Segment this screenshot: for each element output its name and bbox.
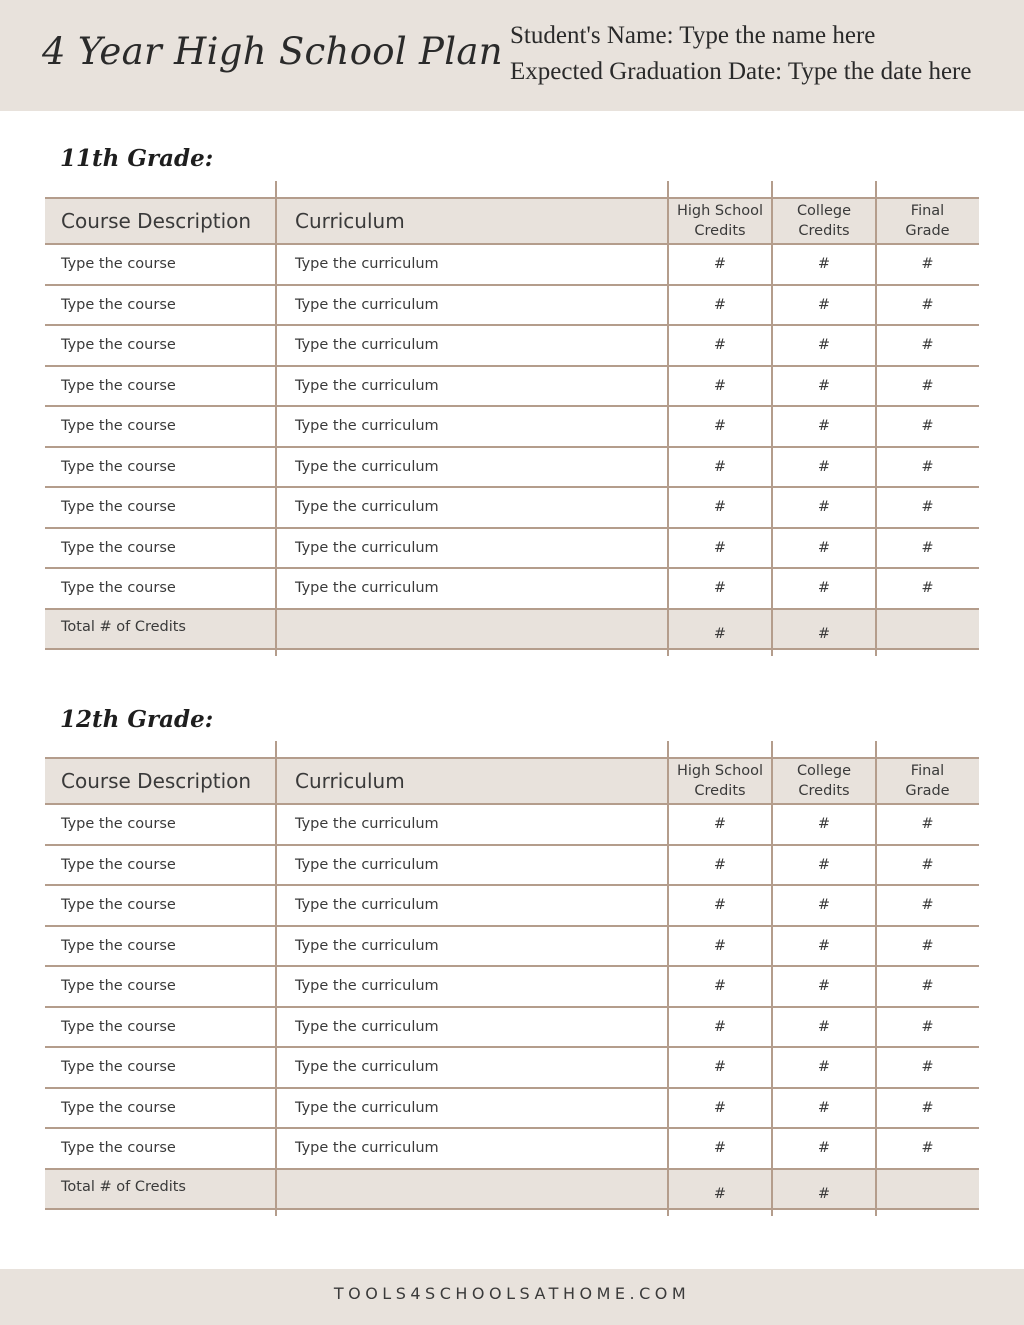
final-grade-cell[interactable]: #: [921, 1018, 934, 1035]
final-grade-cell[interactable]: #: [921, 337, 934, 354]
curriculum-cell[interactable]: Type the curriculum: [295, 937, 439, 954]
final-grade-cell[interactable]: #: [921, 418, 934, 435]
course-cell[interactable]: Type the course: [61, 1018, 176, 1035]
column-divider: [875, 741, 877, 1216]
final-grade-cell[interactable]: #: [921, 937, 934, 954]
final-grade-cell[interactable]: #: [921, 499, 934, 516]
table-header-row: [45, 197, 979, 245]
column-header-hs-credits-line2: Credits: [694, 783, 746, 799]
college-credits-cell[interactable]: #: [817, 1018, 831, 1035]
column-header-course: Course Description: [61, 209, 252, 233]
table-row: [45, 569, 979, 610]
college-credits-cell[interactable]: #: [817, 856, 831, 873]
section-title: 12th Grade:: [60, 706, 214, 733]
hs-credits-cell[interactable]: #: [713, 1099, 727, 1116]
course-cell[interactable]: Type the course: [61, 256, 176, 273]
table-row: [45, 448, 979, 489]
curriculum-cell[interactable]: Type the curriculum: [295, 418, 439, 435]
table-row: [45, 245, 979, 286]
curriculum-cell[interactable]: Type the curriculum: [295, 256, 439, 273]
course-cell[interactable]: Type the course: [61, 816, 176, 833]
column-header-college-credits: [772, 199, 876, 243]
curriculum-cell[interactable]: Type the curriculum: [295, 1099, 439, 1116]
hs-credits-cell[interactable]: #: [713, 377, 727, 394]
final-grade-cell[interactable]: #: [921, 856, 934, 873]
hs-credits-cell[interactable]: #: [713, 580, 727, 597]
table-row: [45, 927, 979, 968]
course-cell[interactable]: Type the course: [61, 1099, 176, 1116]
college-credits-cell[interactable]: #: [817, 539, 831, 556]
table-row: [45, 529, 979, 570]
total-credits-row: [45, 1170, 979, 1211]
course-cell[interactable]: Type the course: [61, 978, 176, 995]
column-header-final-grade-line2: Grade: [905, 223, 950, 239]
total-credits-row: [45, 610, 979, 651]
column-header-college-credits-line2: Credits: [798, 783, 850, 799]
college-credits-cell[interactable]: #: [817, 1059, 831, 1076]
total-hs-credits-cell[interactable]: #: [713, 626, 727, 642]
college-credits-cell[interactable]: #: [817, 418, 831, 435]
course-cell[interactable]: Type the course: [61, 377, 176, 394]
hs-credits-cell[interactable]: #: [713, 897, 727, 914]
table-row: [45, 1129, 979, 1170]
column-header-hs-credits: [668, 759, 772, 803]
course-cell[interactable]: Type the course: [61, 499, 176, 516]
column-divider: [771, 181, 773, 656]
column-header-college-credits-line1: College: [796, 763, 852, 779]
hs-credits-cell[interactable]: #: [713, 256, 727, 273]
course-cell[interactable]: Type the course: [61, 1059, 176, 1076]
curriculum-cell[interactable]: Type the curriculum: [295, 337, 439, 354]
total-hs-credits-cell[interactable]: #: [713, 1186, 727, 1202]
table-row: [45, 805, 979, 846]
curriculum-cell[interactable]: Type the curriculum: [295, 978, 439, 995]
final-grade-cell[interactable]: #: [921, 580, 934, 597]
hs-credits-cell[interactable]: #: [713, 418, 727, 435]
college-credits-cell[interactable]: #: [817, 256, 831, 273]
table-row: [45, 1048, 979, 1089]
section-title: 11th Grade:: [60, 145, 214, 172]
hs-credits-cell[interactable]: #: [713, 1059, 727, 1076]
hs-credits-cell[interactable]: #: [713, 499, 727, 516]
column-header-final-grade-line2: Grade: [905, 783, 950, 799]
course-cell[interactable]: Type the course: [61, 337, 176, 354]
course-cell[interactable]: Type the course: [61, 458, 176, 475]
column-divider: [875, 181, 877, 656]
hs-credits-cell[interactable]: #: [713, 337, 727, 354]
table-row: [45, 886, 979, 927]
hs-credits-cell[interactable]: #: [713, 1018, 727, 1035]
column-header-final-grade: [876, 759, 979, 803]
course-table: [45, 181, 979, 656]
final-grade-cell[interactable]: #: [921, 539, 934, 556]
hs-credits-cell[interactable]: #: [713, 937, 727, 954]
curriculum-cell[interactable]: Type the curriculum: [295, 539, 439, 556]
curriculum-cell[interactable]: Type the curriculum: [295, 580, 439, 597]
course-cell[interactable]: Type the course: [61, 418, 176, 435]
college-credits-cell[interactable]: #: [817, 1140, 831, 1157]
table-row: [45, 326, 979, 367]
total-college-credits-cell[interactable]: #: [817, 626, 831, 642]
course-table: [45, 741, 979, 1216]
table-row: [45, 367, 979, 408]
college-credits-cell[interactable]: #: [817, 458, 831, 475]
hs-credits-cell[interactable]: #: [713, 539, 727, 556]
curriculum-cell[interactable]: Type the curriculum: [295, 1140, 439, 1157]
table-row: [45, 407, 979, 448]
table-row: [45, 286, 979, 327]
college-credits-cell[interactable]: #: [817, 499, 831, 516]
column-divider: [275, 181, 277, 656]
column-divider: [275, 741, 277, 1216]
curriculum-cell[interactable]: Type the curriculum: [295, 1018, 439, 1035]
footer-website: TOOLS4SCHOOLSATHOME.COM: [333, 1284, 691, 1303]
final-grade-cell[interactable]: #: [921, 1059, 934, 1076]
course-cell[interactable]: Type the course: [61, 539, 176, 556]
hs-credits-cell[interactable]: #: [713, 856, 727, 873]
college-credits-cell[interactable]: #: [817, 897, 831, 914]
final-grade-cell[interactable]: #: [921, 1099, 934, 1116]
course-cell[interactable]: Type the course: [61, 1140, 176, 1157]
curriculum-cell[interactable]: Type the curriculum: [295, 856, 439, 873]
final-grade-cell[interactable]: #: [921, 1140, 934, 1157]
column-header-curriculum: Curriculum: [295, 769, 405, 793]
course-cell[interactable]: Type the course: [61, 856, 176, 873]
column-header-college-credits-line1: College: [796, 203, 852, 219]
column-header-hs-credits-line1: High School: [676, 203, 764, 219]
hs-credits-cell[interactable]: #: [713, 296, 727, 313]
hs-credits-cell[interactable]: #: [713, 458, 727, 475]
document-title: 4 Year High School Plan: [42, 30, 503, 73]
curriculum-cell[interactable]: Type the curriculum: [295, 296, 439, 313]
total-credits-label: Total # of Credits: [61, 1178, 186, 1195]
column-header-college-credits-line2: Credits: [798, 223, 850, 239]
curriculum-cell[interactable]: Type the curriculum: [295, 458, 439, 475]
student-name-field[interactable]: Student's Name: Type the name here: [510, 22, 876, 49]
total-college-credits-cell[interactable]: #: [817, 1186, 831, 1202]
college-credits-cell[interactable]: #: [817, 937, 831, 954]
column-header-hs-credits-line2: Credits: [694, 223, 746, 239]
college-credits-cell[interactable]: #: [817, 377, 831, 394]
column-header-curriculum: Curriculum: [295, 209, 405, 233]
table-header-row: [45, 757, 979, 805]
table-row: [45, 1008, 979, 1049]
column-header-hs-credits: [668, 199, 772, 243]
column-header-final-grade-line1: Final: [910, 763, 945, 779]
graduation-date-field[interactable]: Expected Graduation Date: Type the date here: [510, 58, 972, 85]
final-grade-cell[interactable]: #: [921, 377, 934, 394]
college-credits-cell[interactable]: #: [817, 816, 831, 833]
hs-credits-cell[interactable]: #: [713, 816, 727, 833]
final-grade-cell[interactable]: #: [921, 897, 934, 914]
column-divider: [667, 181, 669, 656]
curriculum-cell[interactable]: Type the curriculum: [295, 1059, 439, 1076]
curriculum-cell[interactable]: Type the curriculum: [295, 499, 439, 516]
column-header-final-grade-line1: Final: [910, 203, 945, 219]
college-credits-cell[interactable]: #: [817, 296, 831, 313]
curriculum-cell[interactable]: Type the curriculum: [295, 377, 439, 394]
final-grade-cell[interactable]: #: [921, 978, 934, 995]
curriculum-cell[interactable]: Type the curriculum: [295, 816, 439, 833]
college-credits-cell[interactable]: #: [817, 978, 831, 995]
column-header-course: Course Description: [61, 769, 252, 793]
college-credits-cell[interactable]: #: [817, 1099, 831, 1116]
table-row: [45, 967, 979, 1008]
college-credits-cell[interactable]: #: [817, 580, 831, 597]
hs-credits-cell[interactable]: #: [713, 978, 727, 995]
total-credits-label: Total # of Credits: [61, 618, 186, 635]
column-divider: [667, 741, 669, 1216]
column-header-hs-credits-line1: High School: [676, 763, 764, 779]
table-row: [45, 846, 979, 887]
course-cell[interactable]: Type the course: [61, 296, 176, 313]
column-header-college-credits: [772, 759, 876, 803]
column-divider: [771, 741, 773, 1216]
college-credits-cell[interactable]: #: [817, 337, 831, 354]
hs-credits-cell[interactable]: #: [713, 1140, 727, 1157]
course-cell[interactable]: Type the course: [61, 937, 176, 954]
table-row: [45, 1089, 979, 1130]
final-grade-cell[interactable]: #: [921, 816, 934, 833]
course-cell[interactable]: Type the course: [61, 580, 176, 597]
column-header-final-grade: [876, 199, 979, 243]
curriculum-cell[interactable]: Type the curriculum: [295, 897, 439, 914]
final-grade-cell[interactable]: #: [921, 296, 934, 313]
final-grade-cell[interactable]: #: [921, 256, 934, 273]
final-grade-cell[interactable]: #: [921, 458, 934, 475]
course-cell[interactable]: Type the course: [61, 897, 176, 914]
table-row: [45, 488, 979, 529]
